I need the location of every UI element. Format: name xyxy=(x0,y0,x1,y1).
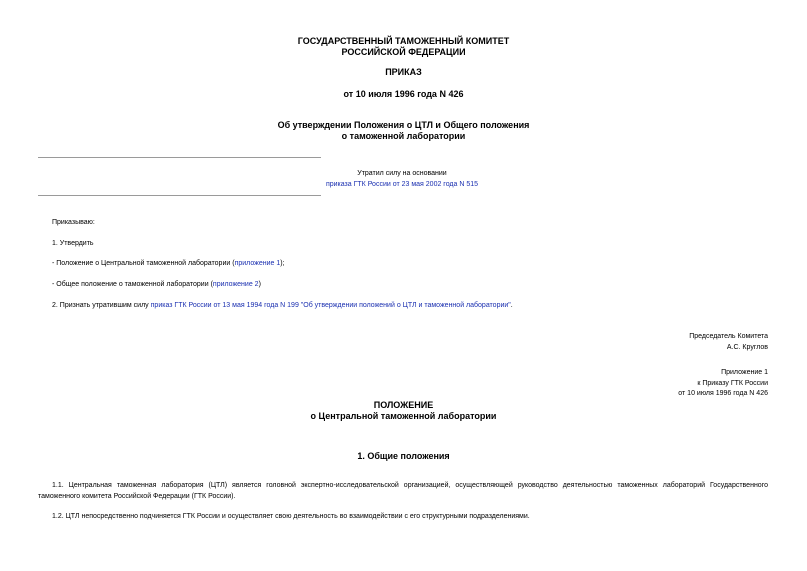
appendix-title-line1: ПОЛОЖЕНИЕ xyxy=(373,400,434,410)
appendix-title-line2: о Центральной таможенной лаборатории xyxy=(310,411,497,421)
item-2-end: . xyxy=(510,302,513,309)
section-1-heading: 1. Общие положения xyxy=(357,451,450,461)
signature-position: Председатель Комитета xyxy=(689,333,768,340)
divider-bottom xyxy=(38,195,321,196)
doc-type: ПРИКАЗ xyxy=(385,67,422,77)
appendix-ref-line3: от 10 июля 1996 года N 426 xyxy=(678,390,768,397)
sub-item-2-text: - Общее положение о таможенной лаборатории ( xyxy=(52,281,213,288)
appendix-2-link[interactable]: приложение 2 xyxy=(212,281,259,288)
sub-item-2-end: ) xyxy=(258,281,261,288)
org-name-line1: ГОСУДАРСТВЕННЫЙ ТАМОЖЕННЫЙ КОМИТЕТ xyxy=(297,36,510,46)
status-note-line1: Утратил силу на основании xyxy=(357,170,447,177)
item-2-text: 2. Признать утратившим силу xyxy=(52,302,151,309)
divider-top xyxy=(38,157,321,158)
signature-name: А.С. Круглов xyxy=(726,344,768,351)
repealed-order-link[interactable]: приказ ГТК России от 13 мая 1994 года N 199 "Об утверждении положений о ЦТЛ и таможенной лаборатории" xyxy=(150,302,511,309)
sub-item-1-text: - Положение о Центральной таможенной лаборатории ( xyxy=(52,260,235,267)
sub-item-1-end: ); xyxy=(280,260,285,267)
item-2 xyxy=(52,302,513,309)
doc-title-line1: Об утверждении Положения о ЦТЛ и Общего положения xyxy=(277,120,530,130)
status-note-link[interactable]: приказа ГТК России от 23 мая 2002 года N 515 xyxy=(325,181,479,188)
doc-date-number: от 10 июля 1996 года N 426 xyxy=(343,89,464,99)
order-word: Приказываю: xyxy=(52,219,95,226)
item-1: 1. Утвердить xyxy=(52,240,94,247)
sub-item-1 xyxy=(52,260,285,267)
appendix-ref-line1: Приложение 1 xyxy=(721,369,768,376)
appendix-ref-line2: к Приказу ГТК России xyxy=(697,380,768,387)
org-name-line2: РОССИЙСКОЙ ФЕДЕРАЦИИ xyxy=(341,47,466,57)
paragraph-1-2: 1.2. ЦТЛ непосредственно подчиняется ГТК России и осуществляет свою деятельность во взаимодействии с его структурными подразделениями. xyxy=(52,513,530,520)
appendix-1-link[interactable]: приложение 1 xyxy=(234,260,281,267)
paragraph-1-1: 1.1. Центральная таможенная лаборатория (ЦТЛ) является головной экспертно-исследовательской организацией, осуществляющей руководство деятельностью таможенных лабораторий Государственного таможенного комитета Российской Федерации (ГТК России). xyxy=(38,482,768,500)
sub-item-2 xyxy=(52,281,261,288)
doc-title-line2: о таможенной лаборатории xyxy=(341,131,466,141)
